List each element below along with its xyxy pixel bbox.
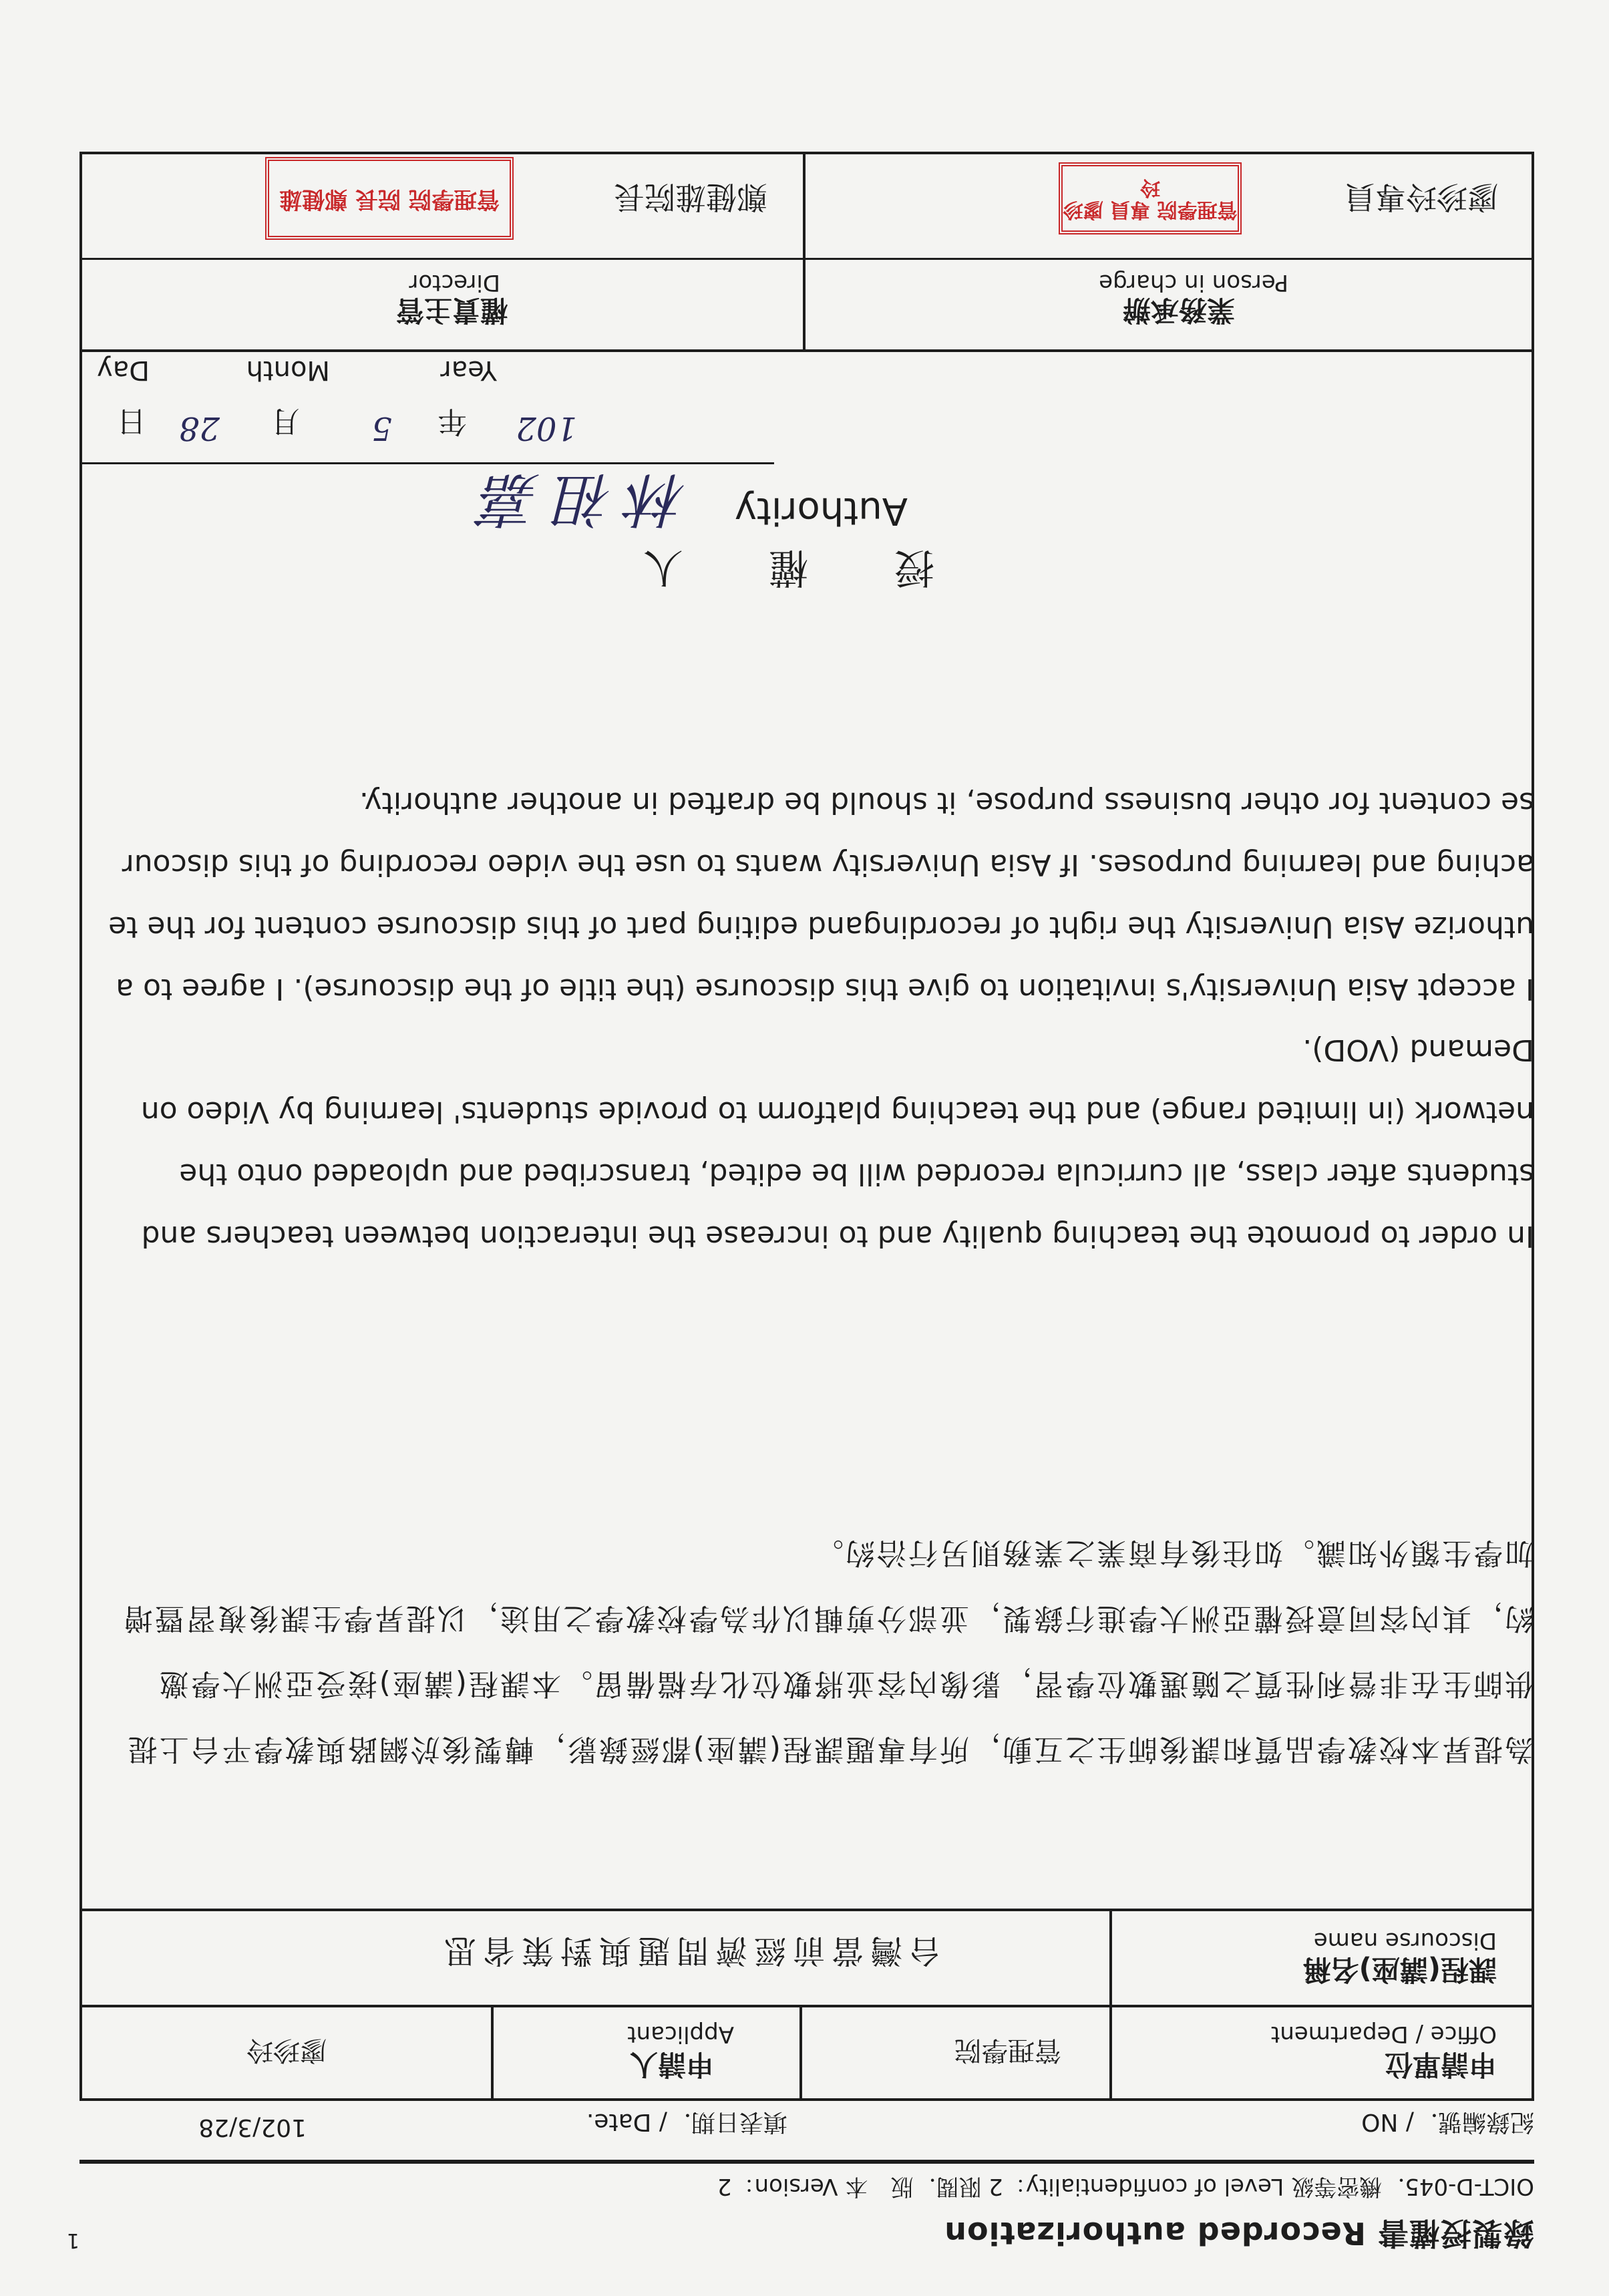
applicant-label-en: Applicant bbox=[627, 2021, 734, 2047]
authorization-text-en-2: I accept Asia University's invitation to give this discourse (the title of the discourse). I agree to authorize Asia University the right of recordingand editing part of this discourse content for the teaching and learning purposes. If Asia University wants to use the video recording of this discourse content for other business purpose, it should be drafted in another authority. bbox=[108, 786, 1534, 1006]
record-number-label: 紀錄編號．/ NO bbox=[1361, 2108, 1534, 2136]
discourse-label-en: Discourse name bbox=[1313, 1927, 1497, 1954]
header-rule bbox=[79, 2160, 1534, 2164]
office-label: 申請單位 bbox=[1384, 2048, 1497, 2081]
person-in-charge-label-en: Person in charge bbox=[1099, 269, 1288, 296]
year-char: 年 bbox=[437, 404, 467, 438]
row-divider bbox=[79, 258, 1534, 260]
page-number: 1 bbox=[66, 2229, 79, 2252]
col-divider bbox=[1109, 2007, 1112, 2101]
fill-date-value: 102/3/28 bbox=[198, 2114, 307, 2141]
month-char: 月 bbox=[271, 404, 300, 438]
document-title: 錄製授權書 Recorded authorization bbox=[944, 2215, 1534, 2251]
document-meta: OICT-D-045．機密等級 Level of confidentiality：2 限閱．版 本 Version：2 bbox=[717, 2173, 1534, 2200]
col-divider bbox=[803, 152, 806, 352]
row-divider bbox=[79, 2005, 1534, 2007]
month-label-en: Month bbox=[246, 355, 330, 385]
col-divider bbox=[1109, 1910, 1112, 2007]
director-label-en: Director bbox=[409, 269, 500, 296]
row-divider bbox=[79, 349, 1534, 352]
sign-month: 5 bbox=[371, 409, 392, 447]
discourse-label: 課程(講座)名稱 bbox=[1302, 1953, 1497, 1986]
person-in-charge-label: 業務承辦 bbox=[1122, 294, 1235, 327]
signature-line bbox=[79, 462, 774, 464]
fill-date-label: 填表日期．/ Date. bbox=[586, 2108, 787, 2136]
day-label-en: Day bbox=[97, 355, 150, 385]
person-in-charge-stamp: 管理學院 專員 廖珍玲 bbox=[1059, 162, 1242, 234]
row-divider bbox=[79, 1909, 1534, 1911]
year-label-en: Year bbox=[440, 355, 497, 385]
office-value: 管理學院 bbox=[954, 2035, 1061, 2066]
col-divider bbox=[491, 2007, 494, 2101]
col-divider bbox=[799, 2007, 802, 2101]
authority-signature: 林祖嘉 bbox=[466, 465, 687, 534]
day-char: 日 bbox=[117, 404, 146, 438]
authorization-text-en-1: In order to promote the teaching quality and to increase the interaction between teachers and students after class, all curricula recorded will be edited, transcribed and uploaded onto the network (in limited range) and the teaching platform to provide students' learning by Video on Demand (VOD). bbox=[140, 1033, 1534, 1253]
director-stamp: 管理學院 院長 鄭健雄 bbox=[265, 157, 514, 240]
director-name: 鄭健雄院長 bbox=[614, 179, 767, 215]
discourse-value: 台灣當前經濟問題與對策省思 bbox=[437, 1932, 941, 1969]
director-label: 權責主管 bbox=[395, 294, 508, 327]
office-label-en: Office / Department bbox=[1270, 2021, 1497, 2047]
authorization-text-zh: 為提昇本校教學品質和課後師生之互動，所有專題課程(講座)都經錄影，轉製後於網路與教學平台上提供師生在非營利性質之隨選數位學習，影像內容並將數位化存檔備留。本課程(講座)接受亞洲大學邀約，其內容同意授權亞洲大學進行錄製，並部分剪輯以作為學校教學之用途，以提昇學生課後複習暨增加學生額外知識。如往後有商業之業務則另行洽約。 bbox=[122, 1536, 1534, 1766]
applicant-label: 申請人 bbox=[629, 2048, 714, 2081]
person-in-charge-name: 廖珍玲專員 bbox=[1345, 179, 1498, 215]
applicant-value: 廖珍玲 bbox=[246, 2035, 327, 2066]
authority-label-en: Authority bbox=[734, 489, 908, 532]
sign-year: 102 bbox=[516, 409, 577, 447]
authority-label-zh: 授 權 人 bbox=[620, 544, 934, 591]
sign-day: 28 bbox=[178, 409, 220, 447]
